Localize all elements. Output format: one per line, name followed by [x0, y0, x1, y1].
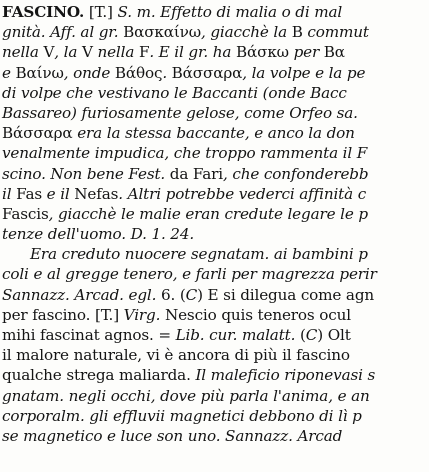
text-segment: , giacchè le malie eran credute legare le p — [48, 204, 368, 223]
text-segment: Βάσσαρα — [171, 63, 243, 82]
text-segment: B — [291, 23, 303, 42]
text-segment: , la volpe e la pe — [242, 63, 366, 82]
text-segment: F — [138, 43, 150, 62]
text-segment: qualche strega maliarda. — [2, 366, 196, 385]
text-segment: Nefas — [74, 184, 119, 203]
text-segment: coli e al gregge tenero, e farli per magrezza perir — [2, 265, 377, 284]
text-segment: e — [2, 63, 16, 82]
text-line — [2, 204, 429, 224]
text-segment: Βάσσαρα — [2, 124, 73, 143]
text-line — [2, 406, 429, 426]
text-segment: venalmente impudica, che troppo rammenta il F — [2, 144, 368, 163]
text-line — [2, 143, 429, 163]
text-segment: Βα — [323, 43, 345, 62]
text-segment: corporalm. gli effluvii magnetici debbono di lì p — [2, 406, 362, 425]
text-segment: Sannazz. Arcad. egl. — [2, 285, 157, 304]
text-segment: Fas — [16, 184, 42, 203]
text-segment: gnità. Aff. al gr. — [2, 23, 124, 42]
text-segment: nella — [92, 43, 139, 62]
text-segment: di volpe che vestivano le Baccanti (onde Bacc — [2, 83, 347, 102]
text-segment: , giacchè la — [201, 23, 292, 42]
text-line — [2, 224, 429, 244]
text-segment: per — [288, 43, 324, 62]
text-line — [2, 264, 429, 284]
text-segment: ) E si dilegua come agn — [197, 285, 375, 304]
text-segment: il — [2, 184, 17, 203]
text-segment: scino. — [2, 164, 51, 183]
text-segment: Βάθος — [114, 63, 163, 82]
text-segment: Fascis — [2, 204, 49, 223]
text-segment: Era creduto nuocere segnatam. ai bambini p — [30, 245, 368, 264]
text-line — [2, 386, 429, 406]
text-segment: V — [81, 43, 93, 62]
text-line — [2, 164, 429, 184]
text-segment: S. m. Effetto di malia o di mal — [117, 3, 343, 21]
text-line — [2, 2, 429, 22]
text-line — [2, 426, 429, 446]
text-segment: il malore naturale, vi è ancora di più il fascino — [2, 346, 350, 365]
text-line — [2, 103, 429, 123]
text-segment: Lib. cur. malatt. — [175, 326, 296, 344]
text-segment: , che confonderebb — [223, 164, 369, 183]
text-segment: C — [305, 326, 318, 344]
text-segment: [T.] — [84, 3, 118, 21]
text-segment: se magnetico e luce son uno. Sannazz. Arcad — [2, 426, 343, 445]
text-line — [2, 305, 429, 325]
text-segment: , la — [54, 43, 82, 62]
text-line — [2, 325, 429, 345]
text-line — [2, 63, 429, 83]
text-segment: tenze dell'uomo. D. 1. 24. — [2, 225, 195, 244]
dictionary-entry-fascino — [2, 2, 429, 446]
text-segment: mihi fascinat agnos. = — [2, 326, 176, 344]
text-segment: . E il gr. ha — [149, 43, 236, 62]
text-segment: era la stessa baccante, e anco la don — [72, 124, 355, 143]
text-segment: ( — [295, 326, 306, 344]
text-segment: Nescio quis teneros ocul — [160, 305, 351, 324]
text-segment: 6. ( — [156, 285, 186, 304]
text-line — [2, 365, 429, 385]
text-segment: . — [162, 63, 172, 82]
text-segment: V — [43, 43, 55, 62]
text-segment: FASCINO. — [2, 3, 85, 21]
text-segment: nella — [2, 43, 44, 62]
text-segment: Virg. — [123, 305, 161, 324]
text-segment: gnatam. negli occhi, dove più parla l'anima, e an — [2, 386, 370, 405]
text-segment: commut — [302, 23, 369, 42]
text-segment: Βασκαίνω — [123, 23, 201, 42]
text-segment: e il — [42, 184, 75, 203]
text-segment: per fascino. [T.] — [2, 305, 124, 324]
text-line — [2, 123, 429, 143]
text-line — [2, 83, 429, 103]
text-segment: , onde — [63, 63, 115, 82]
text-segment: da Fari — [165, 164, 224, 183]
text-line — [2, 42, 429, 62]
text-line — [2, 244, 429, 264]
text-segment: C — [185, 285, 198, 304]
text-segment: Bassareo) furiosamente gelose, come Orfeo sa. — [2, 103, 358, 122]
text-segment: ) Olt — [317, 326, 351, 344]
text-segment: Βαίνω — [15, 63, 64, 82]
text-line — [2, 184, 429, 204]
text-segment: Il maleficio riponevasi s — [195, 366, 376, 385]
text-line — [2, 285, 429, 305]
text-segment: Βάσκω — [235, 43, 289, 62]
text-line — [2, 345, 429, 365]
text-segment: Non bene Fest. — [50, 164, 166, 183]
text-line — [2, 22, 429, 42]
text-segment: . Altri potrebbe vederci affinità c — [118, 184, 367, 203]
